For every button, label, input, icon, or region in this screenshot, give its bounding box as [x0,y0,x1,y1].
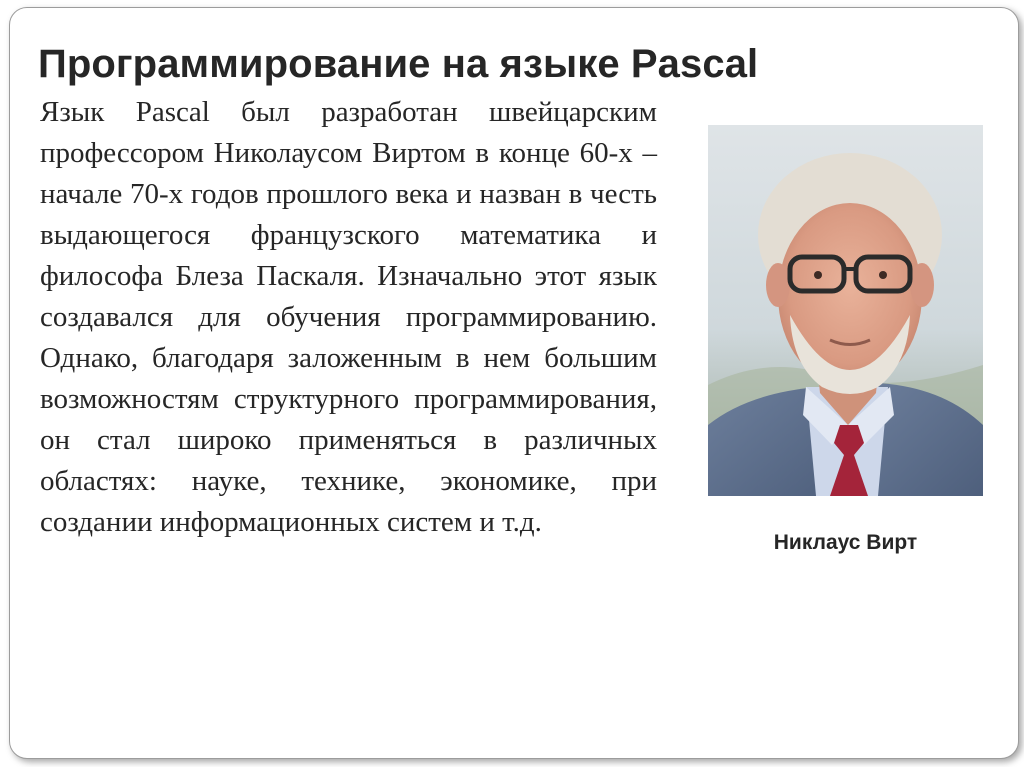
slide-body-text: Язык Pascal был разработан швейцарским профессором Николаусом Виртом в конце 60-х – начале 70-х годов прошлого века и назван в честь выдающегося французского математика и философа Блеза Паскаля. Изначально этот язык создавался для обучения программированию. Однако, благодаря заложенным в нем большим возможностям структурного программирования, он стал широко применяться в различных областях: науке, технике, экономике, при создании информационных систем и т.д. [40,96,657,538]
photo-caption: Никлаус Вирт [773,531,918,554]
slide [9,7,1019,759]
portrait-photo [708,125,983,496]
slide-title: Программирование на языке Pascal [38,42,759,86]
